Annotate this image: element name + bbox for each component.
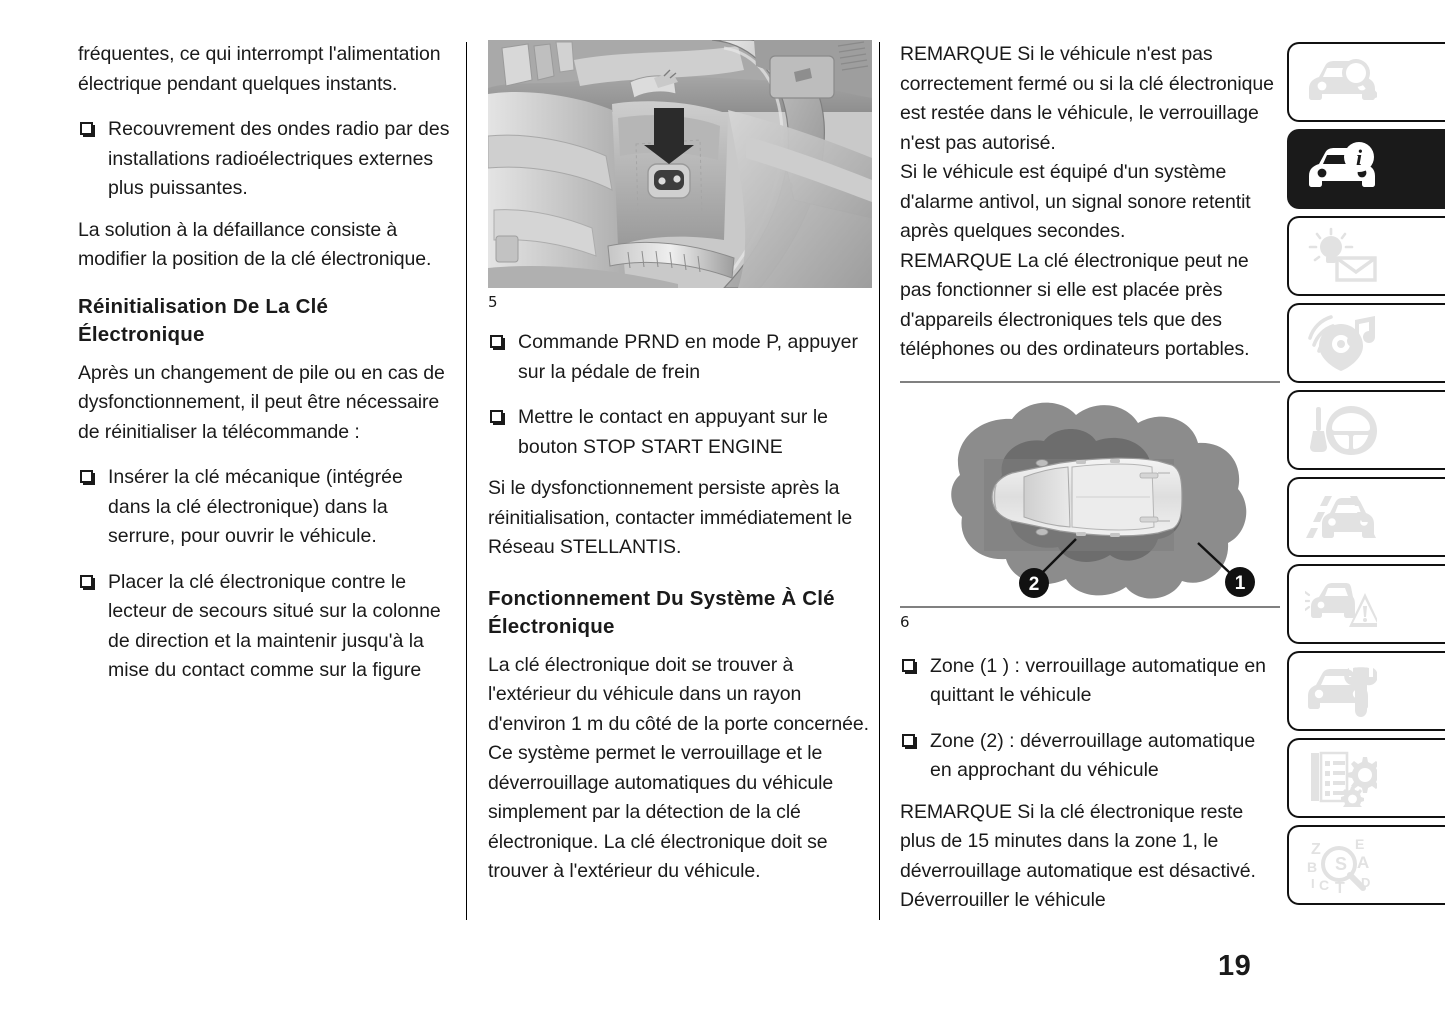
tab-lights-and-messages[interactable] [1287,216,1445,296]
square-bullet-icon [80,575,93,588]
list-item [78,115,450,204]
car-wrench-icon [1305,662,1377,720]
figure-6-detection-zones [900,401,1280,632]
svg-text:D: D [1361,875,1371,890]
wifi-music-pin-icon [1305,314,1377,372]
square-bullet-icon [490,335,503,348]
figure-6-bottom-rule [900,606,1280,608]
list-item [78,568,450,686]
light-envelope-icon [1305,227,1377,285]
list-item-label: Zone (2) : déverrouillage automatique en approchant du véhicule [930,729,1256,781]
bullet-list-interference [78,115,450,204]
figure-6-caption: 6 [900,612,910,631]
tab-technical-specifications[interactable] [1287,738,1445,818]
paragraph-key-range: La clé électronique doit se trouver à l'extérieur du véhicule dans un rayon d'environ 1 m du côté de la porte concernée. [488,653,869,735]
paragraph-reset-intro: Après un changement de pile ou en cas de dysfonctionnement, il peut être nécessaire de réinitialiser la télécommande : [78,361,445,443]
page-number: 19 [1218,950,1252,982]
list-item [900,652,1280,711]
section-heading-key-system-operation: Fonctionnement Du Système À Clé Électronique [488,586,835,638]
paragraph-malfunction-persists: Si le dysfonctionnement persiste après la réinitialisation, contacter immédiatement le Réseau STELLANTIS. [488,477,853,558]
section-heading-reset-key: Réinitialisation De La Clé Électronique [78,294,329,346]
svg-text:i: i [1355,145,1363,170]
paragraph-remarque-1: REMARQUE Si le véhicule n'est pas correctement fermé ou si la clé électronique est restée dans le véhicule, le verrouillage n'est pas autorisé. [900,43,1274,154]
vehicle-detection-zones-illustration [900,401,1280,606]
car-warning-triangle-icon [1305,575,1377,633]
paragraph-solution: La solution à la défaillance consiste à modifier la position de la clé électronique. [78,218,432,270]
list-item-label: Insérer la clé mécanique (intégrée dans la clé électronique) dans la serrure, pour ouvrir le véhicule. [108,466,403,547]
text-column-3 [900,40,1280,932]
figure-6-top-rule [900,381,1280,383]
tab-emergency[interactable] [1287,564,1445,644]
column-divider-2 [879,42,880,920]
text-column-1 [78,40,450,698]
letters-magnifier-icon [1305,836,1377,894]
square-bullet-icon [902,734,915,747]
svg-text:A: A [1357,853,1370,872]
list-item-label: Mettre le contact en appuyant sur le bouton STOP START ENGINE [518,406,829,458]
steering-wheel-shifter-icon [1305,401,1377,459]
svg-text:T: T [1335,880,1345,894]
bullet-list-ignition-steps [488,328,872,462]
callout-1-label: 1 [1234,572,1246,594]
list-item [488,403,872,462]
column-divider-1 [466,42,467,920]
figure-5-dashboard-photo [488,40,872,312]
text-column-2 [488,40,872,903]
car-info-icon [1305,140,1377,198]
chapter-tab-sidebar [1287,42,1445,912]
list-item-label: Placer la clé électronique contre le lecteur de secours situé sur la colonne de direction et la maintenir jusqu'à la mise du contact comme sur la figure [108,570,441,681]
square-bullet-icon [902,659,915,672]
car-magnifier-icon [1305,53,1377,111]
svg-text:Z: Z [1311,841,1321,858]
list-gears-icon [1305,749,1377,807]
tab-alphabetical-index[interactable] [1287,825,1445,905]
list-item [488,328,872,387]
square-bullet-icon [80,470,93,483]
svg-text:E: E [1355,836,1365,852]
square-bullet-icon [490,410,503,423]
paragraph-auto-lock-unlock: Ce système permet le verrouillage et le déverrouillage automatiques du véhicule simplement par la détection de la clé électronique. La clé électronique doit se trouver à l'extérieur du véhicule. [488,742,834,882]
lane-assist-car-icon [1305,488,1377,546]
tab-starting-and-driving[interactable] [1287,390,1445,470]
bullet-list-reset-steps [78,463,450,686]
tab-vehicle-information[interactable] [1287,129,1445,209]
svg-text:B: B [1307,859,1318,875]
list-item [900,727,1280,786]
paragraph-continuation: fréquentes, ce qui interrompt l'alimentation électrique pendant quelques instants. [78,43,441,95]
figure-5-caption: 5 [488,293,498,311]
list-item-label: Recouvrement des ondes radio par des installations radioélectriques externes plus puissantes. [108,118,450,199]
list-item [78,463,450,552]
callout-2-label: 2 [1028,573,1040,595]
svg-text:C: C [1319,877,1330,893]
tab-maintenance-and-care[interactable] [1287,651,1445,731]
tab-infotainment[interactable] [1287,303,1445,383]
bullet-list-zones [900,652,1280,786]
tab-vehicle-overview[interactable] [1287,42,1445,122]
paragraph-remarque-3: REMARQUE Si la clé électronique reste plus de 15 minutes dans la zone 1, le déverrouillage automatique est désactivé. Déverrouiller le véhicule [900,800,1256,911]
dashboard-steering-column-illustration [488,40,872,288]
square-bullet-icon [80,122,93,135]
list-item-label: Zone (1 ) : verrouillage automatique en quittant le véhicule [930,654,1267,706]
paragraph-alarm: Si le véhicule est équipé d'un système d'alarme antivol, un signal sonore retentit après quelques secondes. [900,161,1251,242]
tab-driver-assistance[interactable] [1287,477,1445,557]
svg-text:I: I [1311,876,1315,891]
list-item-label: Commande PRND en mode P, appuyer sur la pédale de frein [518,331,858,383]
paragraph-remarque-2: REMARQUE La clé électronique peut ne pas fonctionner si elle est placée près d'appareils électroniques tels que des téléphones ou des ordinateurs portables. [900,249,1250,360]
svg-text:S: S [1335,854,1348,874]
